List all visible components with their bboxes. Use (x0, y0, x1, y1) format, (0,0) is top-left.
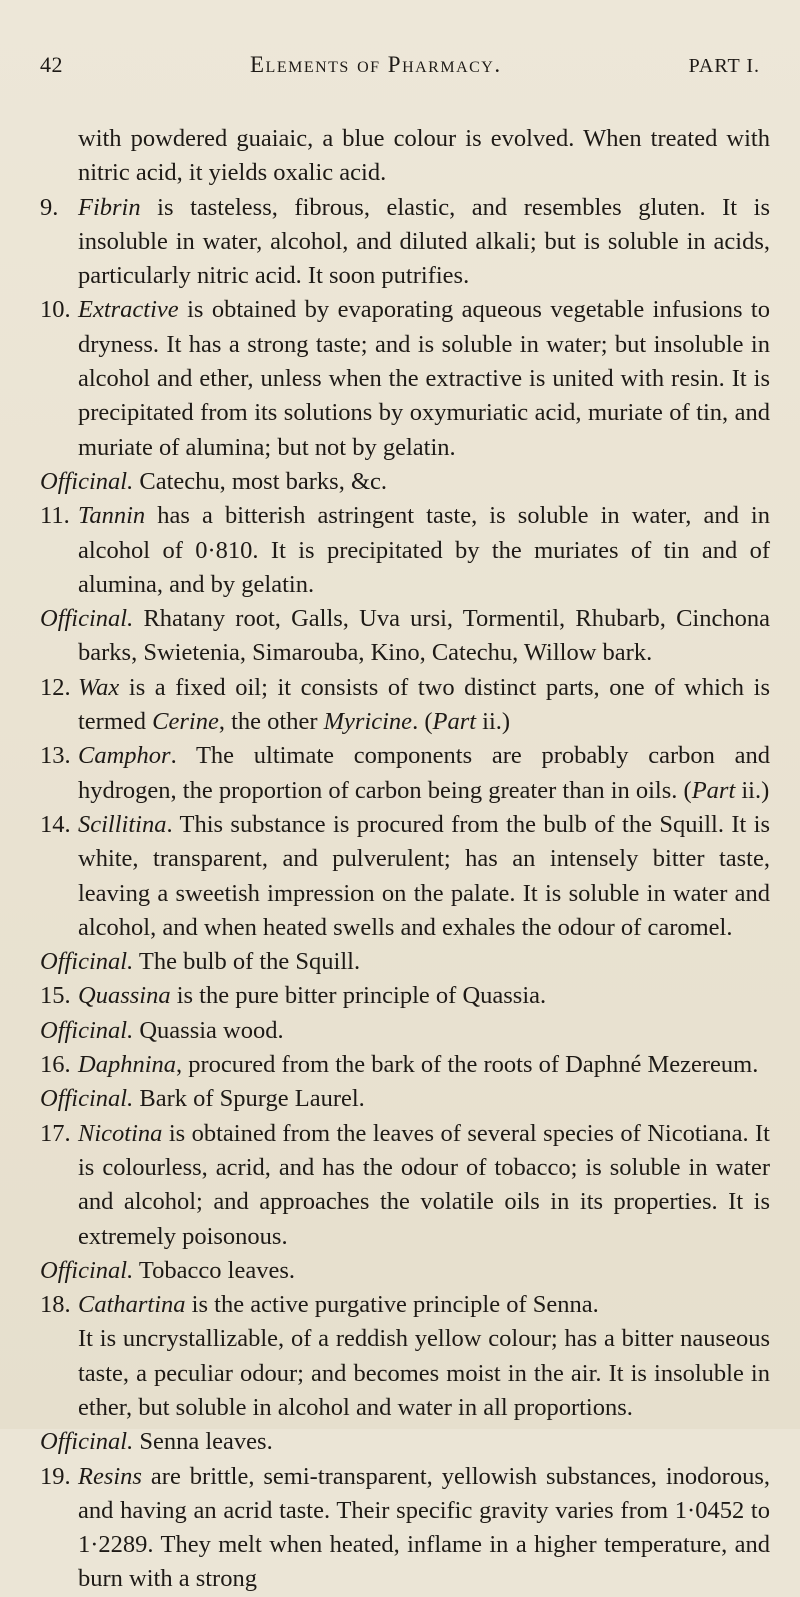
entry-12-wax: 12. Wax is a fixed oil; it consists of two distinct parts, one of which is termed Cerine, the other Myricine. (Part ii.) (40, 671, 770, 740)
entry-14-scillitina: 14. Scillitina. This substance is procured from the bulb of the Squill. It is white, transparent, and pulverulent; has an intensely bitter taste, leaving a sweetish impression on the palate. It is soluble in water and alcohol, and when heated swells and exhales the odour of caromel. (40, 808, 770, 945)
officinal-label: Officinal. (40, 467, 134, 495)
entry-11-tannin: 11. Tannin has a bitterish astringent taste, is soluble in water, and in alcohol of 0·810. It is precipitated by the muriates of tin and of alumina, and by gelatin. (40, 499, 770, 602)
officinal-10: Officinal. Catechu, most barks, &c. (40, 467, 388, 495)
entry-number: 18. (40, 1291, 71, 1319)
entry-number: 19. (40, 1462, 71, 1490)
officinal-label: Officinal. (40, 605, 134, 633)
entry-term: Fibrin (78, 193, 141, 221)
body-text (40, 122, 770, 1597)
entry-17-nicotina: 17. Nicotina is obtained from the leaves of several species of Nicotiana. It is colourless, acrid, and has the odour of tobacco; is soluble in water and alcohol; and approaches the volatile oils in its properties. It is extremely poisonous. (40, 1117, 770, 1254)
officinal-label: Officinal. (40, 1016, 134, 1044)
entry-term: Extractive (78, 296, 179, 324)
entry-number: 13. (40, 742, 71, 770)
running-head (40, 52, 760, 78)
entry-term: Resins (78, 1462, 142, 1490)
page-number: 42 (40, 52, 63, 77)
entry-number: 10. (40, 296, 71, 324)
entry-number: 12. (40, 673, 71, 701)
officinal-17: Officinal. Tobacco leaves. (40, 1256, 296, 1284)
entry-term: Quassina (78, 982, 171, 1010)
entry-term: Cathartina (78, 1291, 186, 1319)
officinal-18: Officinal. Senna leaves. (40, 1428, 273, 1456)
entry-number: 14. (40, 810, 71, 838)
entry-18-cathartina: 18. Cathartina is the active purgative principle of Senna. (40, 1288, 770, 1322)
entry-number: 15. (40, 982, 71, 1010)
officinal-16: Officinal. Bark of Spurge Laurel. (40, 1085, 365, 1113)
entry-number: 17. (40, 1119, 71, 1147)
officinal-label: Officinal. (40, 948, 134, 976)
officinal-11: Officinal. Rhatany root, Galls, Uva ursi, Tormentil, Rhubarb, Cinchona barks, Swietenia, Simarouba, Kino, Catechu, Willow bark. (40, 605, 770, 667)
entry-16-daphnina: 16. Daphnina, procured from the bark of the roots of Daphné Mezereum. (40, 1048, 770, 1082)
entry-term: Tannin (78, 502, 146, 530)
officinal-label: Officinal. (40, 1085, 134, 1113)
officinal-label: Officinal. (40, 1256, 134, 1284)
entry-10-extractive: 10. Extractive is obtained by evaporating aqueous vegetable infusions to dryness. It has a strong taste; and is soluble in water; but insoluble in alcohol and ether, unless when the extractive is united with resin. It is precipitated from its solutions by oxymuriatic acid, muriate of tin, and muriate of alumina; but not by gelatin. (40, 293, 770, 464)
entry-15-quassina: 15. Quassina is the pure bitter principle of Quassia. (40, 979, 770, 1013)
entry-18-continued: It is uncrystallizable, of a reddish yellow colour; has a bitter nauseous taste, a peculiar odour; and becomes moist in the air. It is insoluble in ether, but soluble in alcohol and water in all proportions. (78, 1325, 770, 1421)
officinal-15: Officinal. Quassia wood. (40, 1016, 284, 1044)
running-title: Elements of Pharmacy. (250, 52, 502, 77)
part-label: PART I. (688, 55, 760, 77)
entry-term: Camphor (78, 742, 171, 770)
entry-number: 11. (40, 502, 70, 530)
entry-number: 9. (40, 193, 59, 221)
officinal-14: Officinal. The bulb of the Squill. (40, 948, 361, 976)
entry-13-camphor: 13. Camphor. The ultimate components are probably carbon and hydrogen, the proportion of carbon being greater than in oils. (Part ii.) (40, 739, 770, 808)
paragraph-continued: with powdered guaiaic, a blue colour is evolved. When treated with nitric acid, it yields oxalic acid. (78, 125, 770, 187)
entry-19-resins: 19. Resins are brittle, semi-transparent, yellowish substances, inodorous, and having an acrid taste. Their specific gravity varies from 1·0452 to 1·2289. They melt when heated, inflame in a higher temperature, and burn with a strong (40, 1460, 770, 1597)
entry-number: 16. (40, 1051, 71, 1079)
entry-term: Wax (78, 673, 120, 701)
entry-term: Daphnina (78, 1051, 176, 1079)
entry-term: Nicotina (78, 1119, 163, 1147)
officinal-label: Officinal. (40, 1428, 134, 1456)
entry-term: Scillitina (78, 810, 167, 838)
entry-9-fibrin: 9. Fibrin is tasteless, fibrous, elastic, and resembles gluten. It is insoluble in water, alcohol, and diluted alkali; but is soluble in acids, particularly nitric acid. It soon putrifies. (40, 191, 770, 294)
